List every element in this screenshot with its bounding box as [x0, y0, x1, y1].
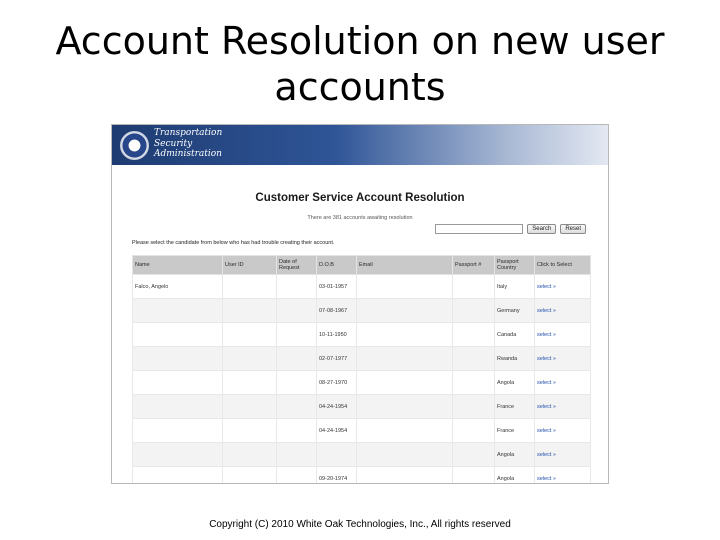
cell-name	[133, 299, 223, 323]
cell-passport	[453, 395, 495, 419]
cell-name: Falco, Angelo	[133, 275, 223, 299]
cell-user-id	[223, 323, 277, 347]
table-row	[133, 275, 591, 299]
cell-request-date	[277, 299, 317, 323]
table-body	[133, 275, 591, 485]
cell-user-id	[223, 275, 277, 299]
cell-dob: 04-24-1954	[317, 395, 357, 419]
instructions-text: Please select the candidate from below who has had trouble creating their account.	[132, 240, 335, 246]
cell-passport	[453, 467, 495, 485]
slide-title-line-2: accounts	[274, 65, 446, 109]
cell-country: Italy	[495, 275, 535, 299]
cell-user-id	[223, 347, 277, 371]
cell-request-date	[277, 395, 317, 419]
table-row	[133, 443, 591, 467]
slide-title-line-1: Account Resolution on new user	[55, 19, 665, 63]
column-header[interactable]: Email	[357, 256, 453, 275]
cell-passport	[453, 275, 495, 299]
table-row	[133, 395, 591, 419]
cell-user-id	[223, 299, 277, 323]
cell-request-date	[277, 347, 317, 371]
cell-name	[133, 443, 223, 467]
cell-dob: 10-11-1950	[317, 323, 357, 347]
select-link[interactable]: select »	[535, 275, 591, 299]
cell-user-id	[223, 371, 277, 395]
select-link[interactable]: select »	[535, 395, 591, 419]
cell-email	[357, 323, 453, 347]
cell-name	[133, 347, 223, 371]
cell-name	[133, 419, 223, 443]
cell-email	[357, 395, 453, 419]
agency-line-2: Security	[154, 138, 193, 149]
page-title: Customer Service Account Resolution	[255, 192, 465, 204]
select-link[interactable]: select »	[535, 347, 591, 371]
cell-dob	[317, 443, 357, 467]
cell-country: Rwanda	[495, 347, 535, 371]
slide-title	[20, 18, 700, 110]
cell-dob: 04-24-1954	[317, 419, 357, 443]
select-link[interactable]: select »	[535, 299, 591, 323]
cell-email	[357, 419, 453, 443]
agency-name	[154, 128, 222, 160]
table-row	[133, 371, 591, 395]
cell-name	[133, 371, 223, 395]
dhs-seal-icon	[120, 131, 149, 160]
cell-passport	[453, 347, 495, 371]
accounts-table	[132, 255, 591, 484]
cell-name	[133, 323, 223, 347]
cell-country: Germany	[495, 299, 535, 323]
cell-country: Angola	[495, 467, 535, 485]
reset-button[interactable]: Reset	[560, 224, 586, 234]
column-header[interactable]: Passport Country	[495, 256, 535, 275]
cell-passport	[453, 323, 495, 347]
table-header-row	[133, 256, 591, 275]
select-link[interactable]: select »	[535, 419, 591, 443]
cell-email	[357, 275, 453, 299]
cell-email	[357, 443, 453, 467]
column-header[interactable]: Click to Select	[535, 256, 591, 275]
cell-request-date	[277, 443, 317, 467]
select-link[interactable]: select »	[535, 371, 591, 395]
copyright-footer: Copyright (C) 2010 White Oak Technologies, Inc., All rights reserved	[209, 519, 511, 530]
select-link[interactable]: select »	[535, 443, 591, 467]
column-header[interactable]: Passport #	[453, 256, 495, 275]
select-link[interactable]: select »	[535, 323, 591, 347]
cell-name	[133, 467, 223, 485]
table-row	[133, 419, 591, 443]
cell-user-id	[223, 443, 277, 467]
table-row	[133, 323, 591, 347]
app-screenshot	[111, 124, 609, 484]
cell-email	[357, 299, 453, 323]
agency-line-3: Administration	[154, 149, 222, 159]
cell-country: France	[495, 419, 535, 443]
cell-request-date	[277, 419, 317, 443]
cell-email	[357, 347, 453, 371]
table-row	[133, 347, 591, 371]
cell-passport	[453, 419, 495, 443]
cell-dob: 09-20-1974	[317, 467, 357, 485]
cell-passport	[453, 371, 495, 395]
tsa-header-banner	[112, 125, 608, 165]
column-header[interactable]: Name	[133, 256, 223, 275]
cell-request-date	[277, 467, 317, 485]
table-row	[133, 299, 591, 323]
search-input[interactable]	[435, 224, 523, 234]
pending-count-text: There are 381 accounts awaiting resolution	[307, 215, 413, 221]
cell-request-date	[277, 275, 317, 299]
cell-request-date	[277, 323, 317, 347]
cell-passport	[453, 443, 495, 467]
cell-passport	[453, 299, 495, 323]
cell-email	[357, 467, 453, 485]
cell-country: Canada	[495, 323, 535, 347]
cell-request-date	[277, 371, 317, 395]
table-row	[133, 467, 591, 485]
agency-line-1: Transportation	[154, 128, 223, 138]
column-header[interactable]: D.O.B	[317, 256, 357, 275]
cell-dob: 08-27-1970	[317, 371, 357, 395]
cell-dob: 03-01-1957	[317, 275, 357, 299]
cell-dob: 07-08-1967	[317, 299, 357, 323]
cell-user-id	[223, 467, 277, 485]
cell-country: Angola	[495, 443, 535, 467]
search-bar	[435, 224, 586, 234]
cell-name	[133, 395, 223, 419]
cell-country: Angola	[495, 371, 535, 395]
select-link[interactable]: select »	[535, 467, 591, 485]
column-header[interactable]: User ID	[223, 256, 277, 275]
search-button[interactable]: Search	[527, 224, 556, 234]
cell-user-id	[223, 395, 277, 419]
cell-email	[357, 371, 453, 395]
cell-user-id	[223, 419, 277, 443]
cell-dob: 02-07-1977	[317, 347, 357, 371]
column-header[interactable]: Date of Request	[277, 256, 317, 275]
cell-country: France	[495, 395, 535, 419]
